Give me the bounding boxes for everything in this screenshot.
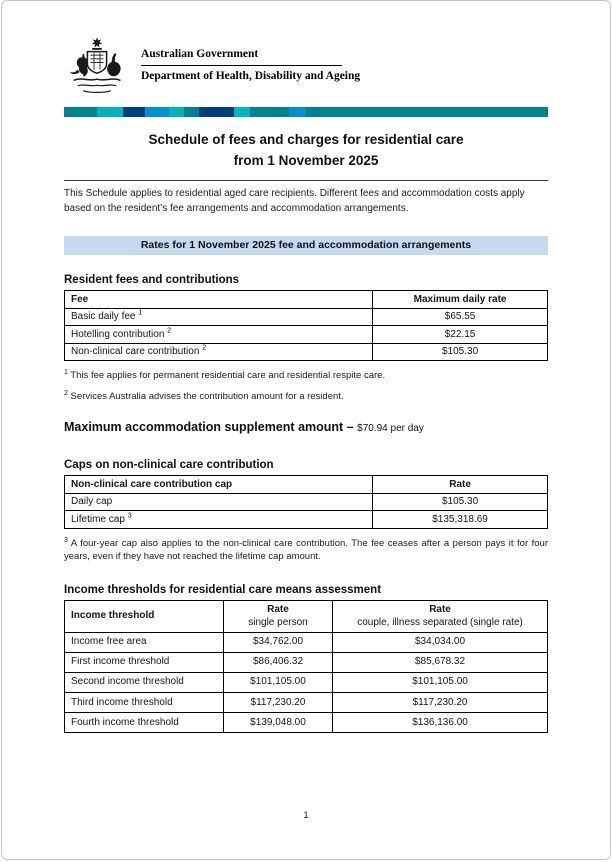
max-accommodation-supplement [64, 420, 548, 434]
caps-table [64, 475, 548, 529]
table-header-row [65, 476, 548, 494]
document-title-line-1: Schedule of fees and charges for residential care [148, 132, 464, 147]
table-row [65, 652, 548, 672]
table-row [65, 308, 548, 326]
table-row [65, 343, 548, 361]
footnote-3: $^3$ A four-year cap also applies to the non-clinical care contribution. The fee ceases after a person pays it for four years, even if they have not reached the lifetime cap amount. [64, 536, 548, 562]
fee-label: Non-clinical care contribution $^2$ [65, 343, 373, 361]
gov-line-1: Australian Government [141, 48, 259, 60]
threshold-couple-value: $34,034.00 [333, 632, 548, 652]
table-row [65, 672, 548, 692]
threshold-label: Fourth income threshold [65, 712, 224, 732]
gov-line-2: Department of Health, Disability and Ageing [141, 70, 361, 82]
threshold-couple-value: $136,136.00 [333, 712, 548, 732]
col-header-cap: Non-clinical care contribution cap [65, 476, 373, 494]
threshold-label: Income free area [65, 632, 224, 652]
threshold-single-value: $117,230.20 [223, 692, 332, 712]
cap-value: $105.30 [373, 493, 548, 511]
government-header [64, 37, 548, 100]
threshold-label: First income threshold [65, 652, 224, 672]
threshold-single-value: $101,105.00 [223, 672, 332, 692]
cap-label: Daily cap [65, 493, 373, 511]
color-bar-segment [123, 107, 145, 117]
resident-fees-heading: Resident fees and contributions [64, 274, 240, 286]
col-header-fee: Fee [65, 291, 373, 309]
color-bar-segment [97, 107, 124, 117]
footnote-2: $^2$ Services Australia advises the contribution amount for a resident. [64, 389, 344, 402]
table-row [65, 712, 548, 732]
table-row [65, 692, 548, 712]
rates-banner: Rates for 1 November 2025 fee and accommodation arrangements [64, 236, 548, 255]
col-header-rate-couple: Rate couple, illness separated (single rate) [333, 600, 548, 632]
gov-divider [141, 65, 342, 66]
color-bar-segment [289, 107, 307, 117]
table-row [65, 511, 548, 529]
income-thresholds-table [64, 600, 548, 733]
table-header-row [65, 291, 548, 309]
color-bar-segment [64, 107, 97, 117]
document-page [1, 0, 611, 860]
caps-heading: Caps on non-clinical care contribution [64, 459, 274, 471]
color-bar-segment [234, 107, 250, 117]
brand-color-bar [64, 107, 548, 117]
australian-coat-of-arms-icon [64, 37, 130, 100]
supplement-heading: Maximum accommodation supplement amount [64, 420, 344, 434]
income-thresholds-heading: Income thresholds for residential care means assessment [64, 583, 382, 596]
threshold-label: Third income threshold [65, 692, 224, 712]
col-header-income-threshold: Income threshold [65, 600, 224, 632]
color-bar-segment [145, 107, 169, 117]
cap-value: $135,318.69 [373, 511, 548, 529]
table-row [65, 493, 548, 511]
horizontal-rule [64, 180, 548, 181]
threshold-single-value: $139,048.00 [223, 712, 332, 732]
col-header-rate: Rate [373, 476, 548, 494]
fee-value: $65.55 [373, 308, 548, 326]
fee-value: $105.30 [373, 343, 548, 361]
supplement-value: $70.94 per day [357, 423, 424, 434]
threshold-label: Second income threshold [65, 672, 224, 692]
fee-label: Basic daily fee $^1$ [65, 308, 373, 326]
threshold-single-value: $86,406.32 [223, 652, 332, 672]
threshold-couple-value: $85,678.32 [333, 652, 548, 672]
fee-value: $22.15 [373, 326, 548, 344]
threshold-couple-value: $101,105.00 [333, 672, 548, 692]
color-bar-segment [250, 107, 289, 117]
document-title [64, 129, 548, 171]
intro-paragraph: This Schedule applies to residential aged care recipients. Different fees and accommodation costs apply based on the resident’s fee arrangements and accommodation arrangements. [64, 188, 525, 214]
document-title-line-2: from 1 November 2025 [233, 153, 379, 168]
color-bar-segment [184, 107, 199, 117]
color-bar-segment [199, 107, 235, 117]
government-titles [141, 37, 360, 83]
table-header-row [65, 600, 548, 632]
supplement-separator: – [346, 420, 354, 434]
threshold-single-value: $34,762.00 [223, 632, 332, 652]
table-row [65, 632, 548, 652]
cap-label: Lifetime cap $^3$ [65, 511, 373, 529]
resident-fees-table [64, 290, 548, 361]
color-bar-segment [169, 107, 184, 117]
color-bar-segment [306, 107, 548, 117]
fee-label: Hotelling contribution $^2$ [65, 326, 373, 344]
table-row [65, 326, 548, 344]
threshold-couple-value: $117,230.20 [333, 692, 548, 712]
col-header-rate-single: Rate single person [223, 600, 332, 632]
footnote-1: $^1$ This fee applies for permanent residential care and residential respite care. [64, 368, 386, 381]
page-number: 1 [303, 810, 309, 821]
col-header-max-daily-rate: Maximum daily rate [373, 291, 548, 309]
